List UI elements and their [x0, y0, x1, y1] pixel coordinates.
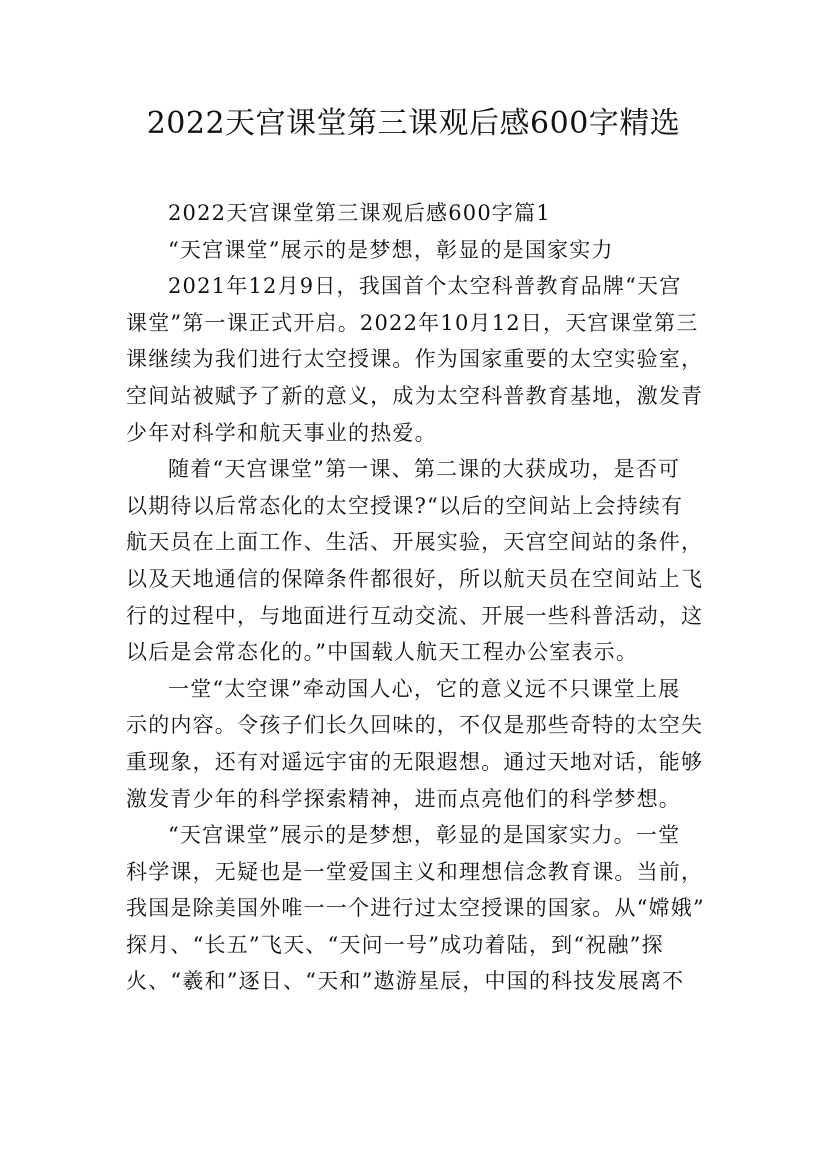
- paragraph-line: 行的过程中，与地面进行互动交流、开展一些科普活动，这: [126, 603, 704, 628]
- paragraph-line: 火、“羲和”逐日、“天和”遨游星辰，中国的科技发展离不: [126, 969, 685, 994]
- paragraph-line: 重现象，还有对遥远宇宙的无限遐想。通过天地对话，能够: [126, 749, 704, 774]
- paragraph-line: 课继续为我们进行太空授课。作为国家重要的太空实验室，: [126, 347, 704, 372]
- document-title: 2022天宫课堂第三课观后感600字精选: [146, 106, 681, 141]
- document-body: [126, 195, 704, 1000]
- paragraph-line: 以期待以后常态化的太空授课?“以后的空间站上会持续有: [126, 493, 684, 518]
- section-heading: 2022天宫课堂第三课观后感600字篇1: [168, 201, 551, 225]
- paragraph-line: “天宫课堂”展示的是梦想，彰显的是国家实力。一堂: [168, 823, 681, 848]
- paragraph-line: 课堂”第一课正式开启。2022年10月12日，天宫课堂第三: [126, 310, 699, 335]
- paragraph-line: 示的内容。令孩子们长久回味的，不仅是那些奇特的太空失: [126, 713, 704, 738]
- paragraph-line: 一堂“太空课”牵动国人心，它的意义远不只课堂上展: [168, 676, 681, 701]
- paragraph-line: 以及天地通信的保障条件都很好，所以航天员在空间站上飞: [126, 566, 704, 591]
- paragraph-line: 以后是会常态化的。”中国载人航天工程办公室表示。: [126, 640, 639, 665]
- paragraph-line: 探月、“长五”飞天、“天问一号”成功着陆，到“祝融”探: [126, 932, 664, 957]
- paragraph-line: 随着“天宫课堂”第一课、第二课的大获成功，是否可: [168, 457, 681, 482]
- paragraph-line: 少年对科学和航天事业的热爱。: [126, 420, 437, 445]
- paragraph-line: “天宫课堂”展示的是梦想，彰显的是国家实力: [168, 237, 614, 262]
- paragraph-line: 空间站被赋予了新的意义，成为太空科普教育基地，激发青: [126, 383, 704, 408]
- paragraph-line: 科学课，无疑也是一堂爱国主义和理想信念教育课。当前，: [126, 859, 704, 884]
- paragraph-line: 激发青少年的科学探索精神，进而点亮他们的科学梦想。: [126, 786, 681, 811]
- paragraph-line: 航天员在上面工作、生活、开展实验，天宫空间站的条件，: [126, 530, 704, 555]
- paragraph-line: 2021年12月9日，我国首个太空科普教育品牌“天宫: [168, 274, 682, 299]
- paragraph-line: 我国是除美国外唯一一个进行过太空授课的国家。从“嫦娥”: [126, 896, 705, 921]
